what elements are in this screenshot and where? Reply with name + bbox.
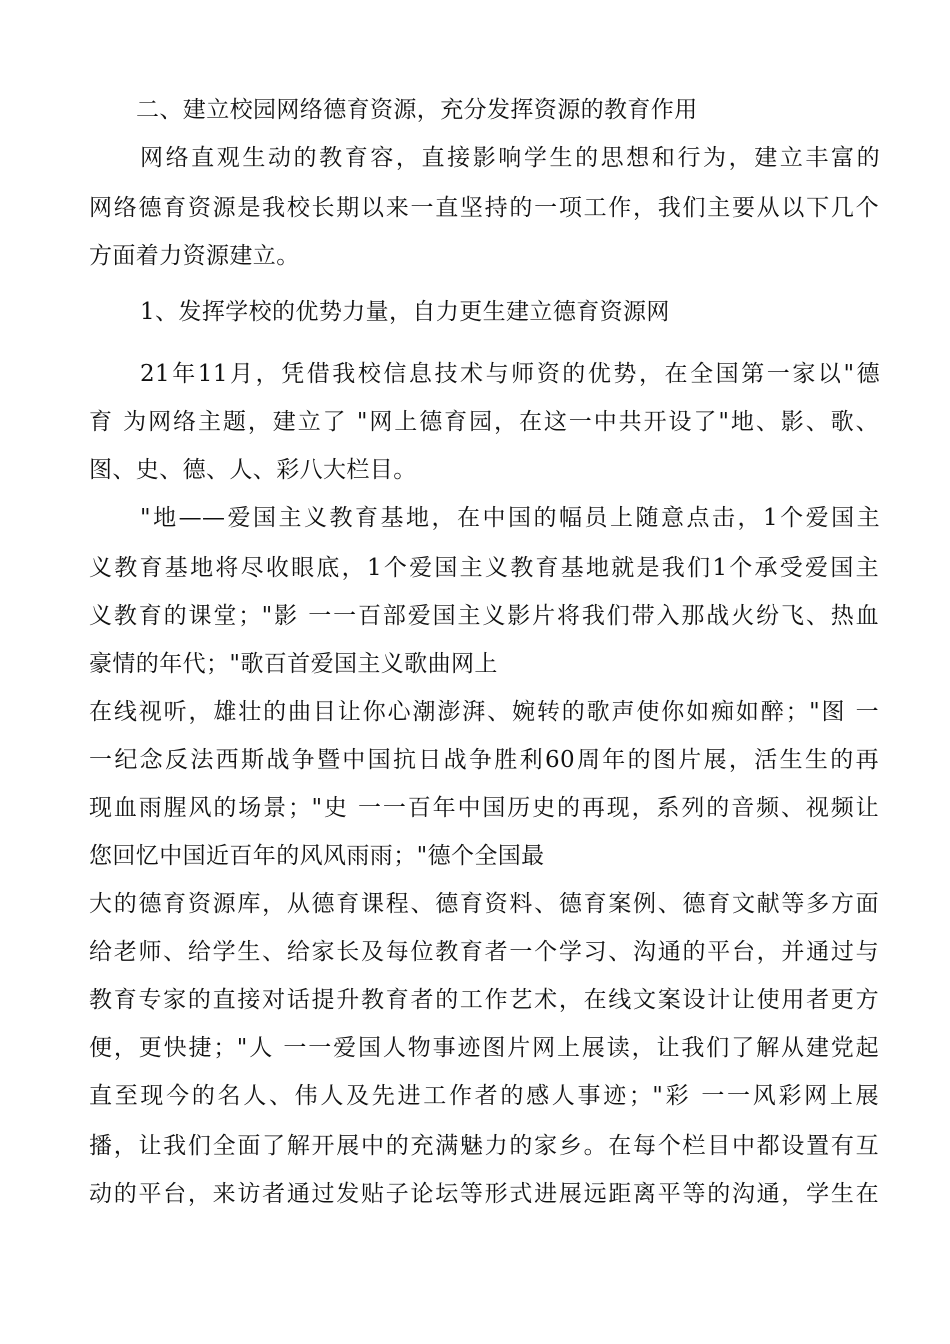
paragraph-line: 图、史、德、人、彩八大栏目。 — [89, 457, 417, 483]
paragraph-line: 方面着力资源建立。 — [89, 243, 300, 269]
section-heading: 二、建立校园网络德育资源，充分发挥资源的教育作用 — [136, 97, 698, 123]
paragraph-line: 在线视听，雄壮的曲目让你心潮澎湃、婉转的歌声使你如痴如醉；"图 一 — [89, 699, 879, 725]
paragraph-line: 动的平台，来访者通过发贴子论坛等形式进展远距离平等的沟通，学生在 — [89, 1181, 879, 1207]
paragraph-line: 一纪念反法西斯战争暨中国抗日战争胜利60周年的图片展，活生生的再 — [89, 747, 879, 773]
paragraph-line: 便，更快捷；"人 一一爱国人物事迹图片网上展读，让我们了解从建党起 — [89, 1035, 879, 1061]
paragraph-line: 现血雨腥风的场景；"史 一一百年中国历史的再现，系列的音频、视频让 — [89, 795, 879, 821]
paragraph-line: 育 为网络主题，建立了 "网上德育园，在这一中共开设了"地、影、歌、 — [89, 409, 879, 435]
paragraph-line: 直至现今的名人、伟人及先进工作者的感人事迹；"彩 一一风彩网上展 — [89, 1083, 879, 1109]
paragraph-line: "地——爱国主义教育基地，在中国的幅员上随意点击，1个爱国主 — [140, 505, 880, 531]
paragraph-line: 给老师、给学生、给家长及每位教育者一个学习、沟通的平台，并通过与 — [89, 939, 879, 965]
paragraph-line: 网络德育资源是我校长期以来一直坚持的一项工作，我们主要从以下几个 — [89, 195, 879, 221]
subsection-heading: 1、发挥学校的优势力量，自力更生建立德育资源网 — [140, 299, 670, 325]
paragraph-line: 您回忆中国近百年的风风雨雨；"德个全国最 — [89, 843, 545, 869]
paragraph-line: 网络直观生动的教育容，直接影响学生的思想和行为，建立丰富的 — [140, 145, 880, 171]
paragraph-line: 教育专家的直接对话提升教育者的工作艺术，在线文案设计让使用者更方 — [89, 987, 879, 1013]
paragraph-line: 义教育基地将尽收眼底，1个爱国主义教育基地就是我们1个承受爱国主 — [89, 555, 879, 581]
paragraph-line: 豪情的年代；"歌百首爱国主义歌曲网上 — [89, 651, 498, 677]
paragraph-line: 播，让我们全面了解开展中的充满魅力的家乡。在每个栏目中都设置有互 — [89, 1133, 879, 1159]
paragraph-line: 义教育的课堂；"影 一一百部爱国主义影片将我们带入那战火纷飞、热血 — [89, 603, 879, 629]
paragraph-line: 大的德育资源库，从德育课程、德育资料、德育案例、德育文献等多方面 — [89, 891, 879, 917]
paragraph-line: 21年11月，凭借我校信息技术与师资的优势，在全国第一家以"德 — [140, 361, 880, 387]
